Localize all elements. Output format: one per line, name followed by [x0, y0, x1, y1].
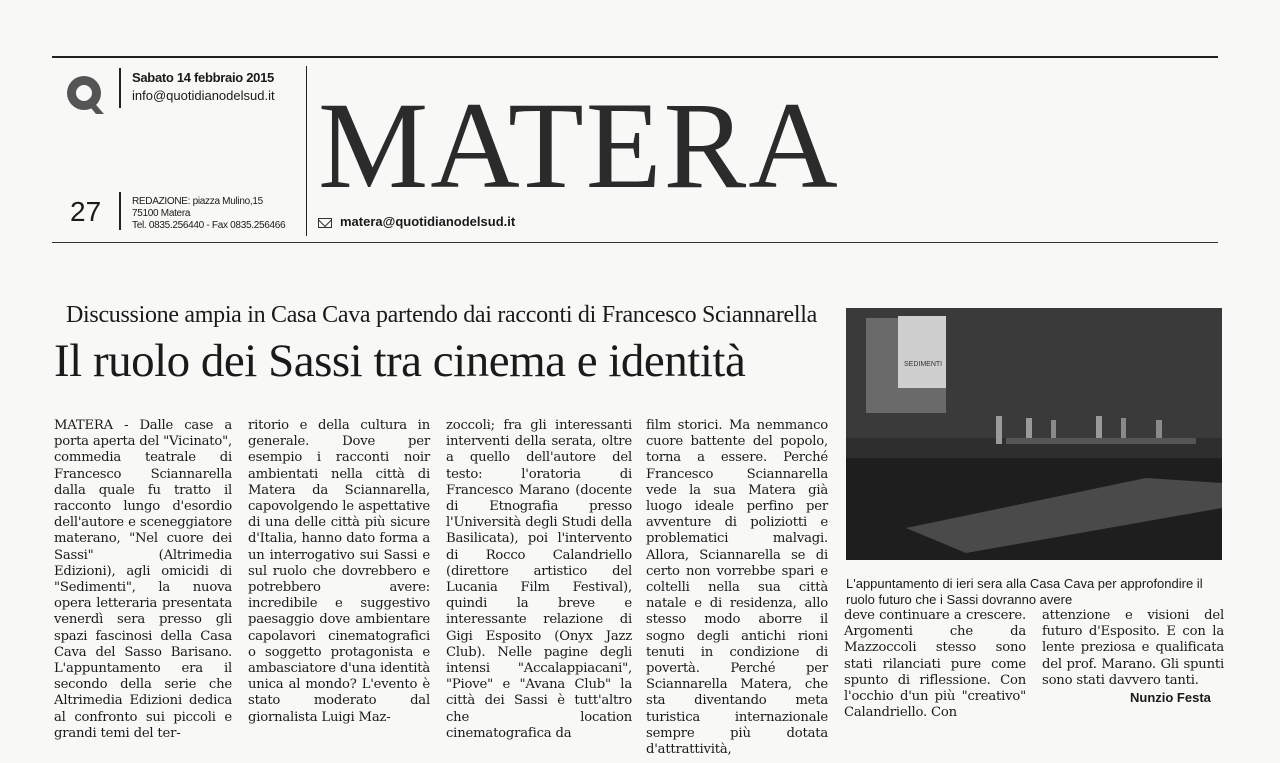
column-3-text: zoccoli; fra gli interessanti interventi della serata, oltre a quello dell'autore del testo: l'oratoria di Francesco Marano (docente di Etnografia presso l'Università degli Studi della Basilicata), poi l'intervento di Rocco Calandriello (direttore artistico del Lucania Film Festival), quindi la breve e interessante relazione di Gigi Esposito (Onyx Jazz Club). Nelle pagine degli intensi "Accalappiacani", "Piove" e "Avana Club" la città dei Sassi è tutt'altro che location cinematografica da — [446, 418, 632, 741]
column-1-text: MATERA - Dalle case a porta aperta del "Vicinato", commedia teatrale di Francesco Sciannarella dalla quale fu tratto il racconto lungo d'esordio dell'autore e sceneggiatore materano, "Nel cuore dei Sassi" (Altrimedia Edizioni), agli omicidi di "Sedimenti", la nuova opera letteraria presentata venerdì sera presso gli spazi fascinosi della Casa Cava del Sasso Barisano. L'appuntamento era il secondo della serie che Altrimedia Edizioni dedica al confronto sui piccoli e grandi temi del ter- — [54, 418, 232, 741]
page-number: 27 — [70, 196, 102, 227]
column-4-text: film storici. Ma nemmanco cuore battente del popolo, torna a essere. Perché Francesco Sciannarella vede la sua Matera già luogo ideale perfino per avventure di poliziotti e problematici malvagi. Allora, Sciannarella se di certo non vorrebbe spari e coltelli nella sua città natale e di residenza, allo stesso modo aborre il sogno degli antichi rioni tenuti in condizione di povertà. Perché per Sciannarella Matera, che sta diventando meta turistica internazionale sempre più dotata d'attrattività, — [646, 418, 828, 758]
column-6-text: attenzione e visioni del futuro d'Esposito. E con la lente preziosa e qualificata del prof. Marano. Gli spunti sono stati davvero tanti. — [1042, 608, 1224, 688]
redazione-phone: Tel. 0835.256440 - Fax 0835.256466 — [132, 220, 286, 231]
photo-caption: L'appuntamento di ieri sera alla Casa Cava per approfondire il ruolo futuro che i Sassi dovranno avere — [846, 576, 1203, 607]
screen-text: SEDIMENTI — [904, 361, 943, 368]
article-column-4 — [646, 418, 828, 758]
header-divider — [119, 68, 121, 108]
event-photo — [846, 308, 1222, 560]
page-divider — [119, 192, 121, 230]
contact-email: info@quotidianodelsud.it — [132, 88, 275, 103]
article-column-5 — [844, 608, 1026, 721]
event-photo-illustration — [846, 308, 1222, 560]
article-headline: Il ruolo dei Sassi tra cinema e identità — [54, 335, 746, 387]
column-5-text: deve continuare a crescere. Argomenti che da Mazzoccoli stesso sono stati rilanciati pure come spunto di riflessione. Con l'occhio d'un più "creativo" Calandriello. Con — [844, 608, 1026, 721]
article-column-2 — [248, 418, 430, 726]
author-signature: Nunzio Festa — [1130, 690, 1211, 705]
section-divider — [306, 66, 307, 236]
article-kicker: Discussione ampia in Casa Cava partendo dai racconti di Francesco Sciannarella — [66, 302, 817, 328]
q-logo-icon — [64, 72, 108, 116]
article-column-3 — [446, 418, 632, 742]
redazione-address: REDAZIONE: piazza Mulino,15 — [132, 196, 263, 207]
header-bottom-rule — [52, 242, 1218, 243]
envelope-icon — [318, 218, 332, 228]
section-email: matera@quotidianodelsud.it — [340, 214, 516, 229]
article-column-1 — [54, 418, 232, 742]
article-column-6 — [1042, 608, 1224, 689]
issue-date: Sabato 14 febbraio 2015 — [132, 70, 274, 85]
redazione-city: 75100 Matera — [132, 208, 191, 219]
column-2-text: ritorio e della cultura in generale. Dove per esempio i racconti noir ambientati nella città di Matera da Sciannarella, capovolgendo le aspettative di una delle città più sicure d'Italia, hanno dato forma a un interrogativo sui Sassi e sul ruolo che dovrebbero e potrebbero avere: incredibile e suggestivo paesaggio dove ambientare capolavori cinematografici o soggetto protagonista e ambasciatore d'una identità unica al mondo? L'evento è stato moderato dal giornalista Luigi Maz- — [248, 418, 430, 725]
section-title: MATERA — [318, 77, 840, 214]
top-rule — [52, 56, 1218, 58]
